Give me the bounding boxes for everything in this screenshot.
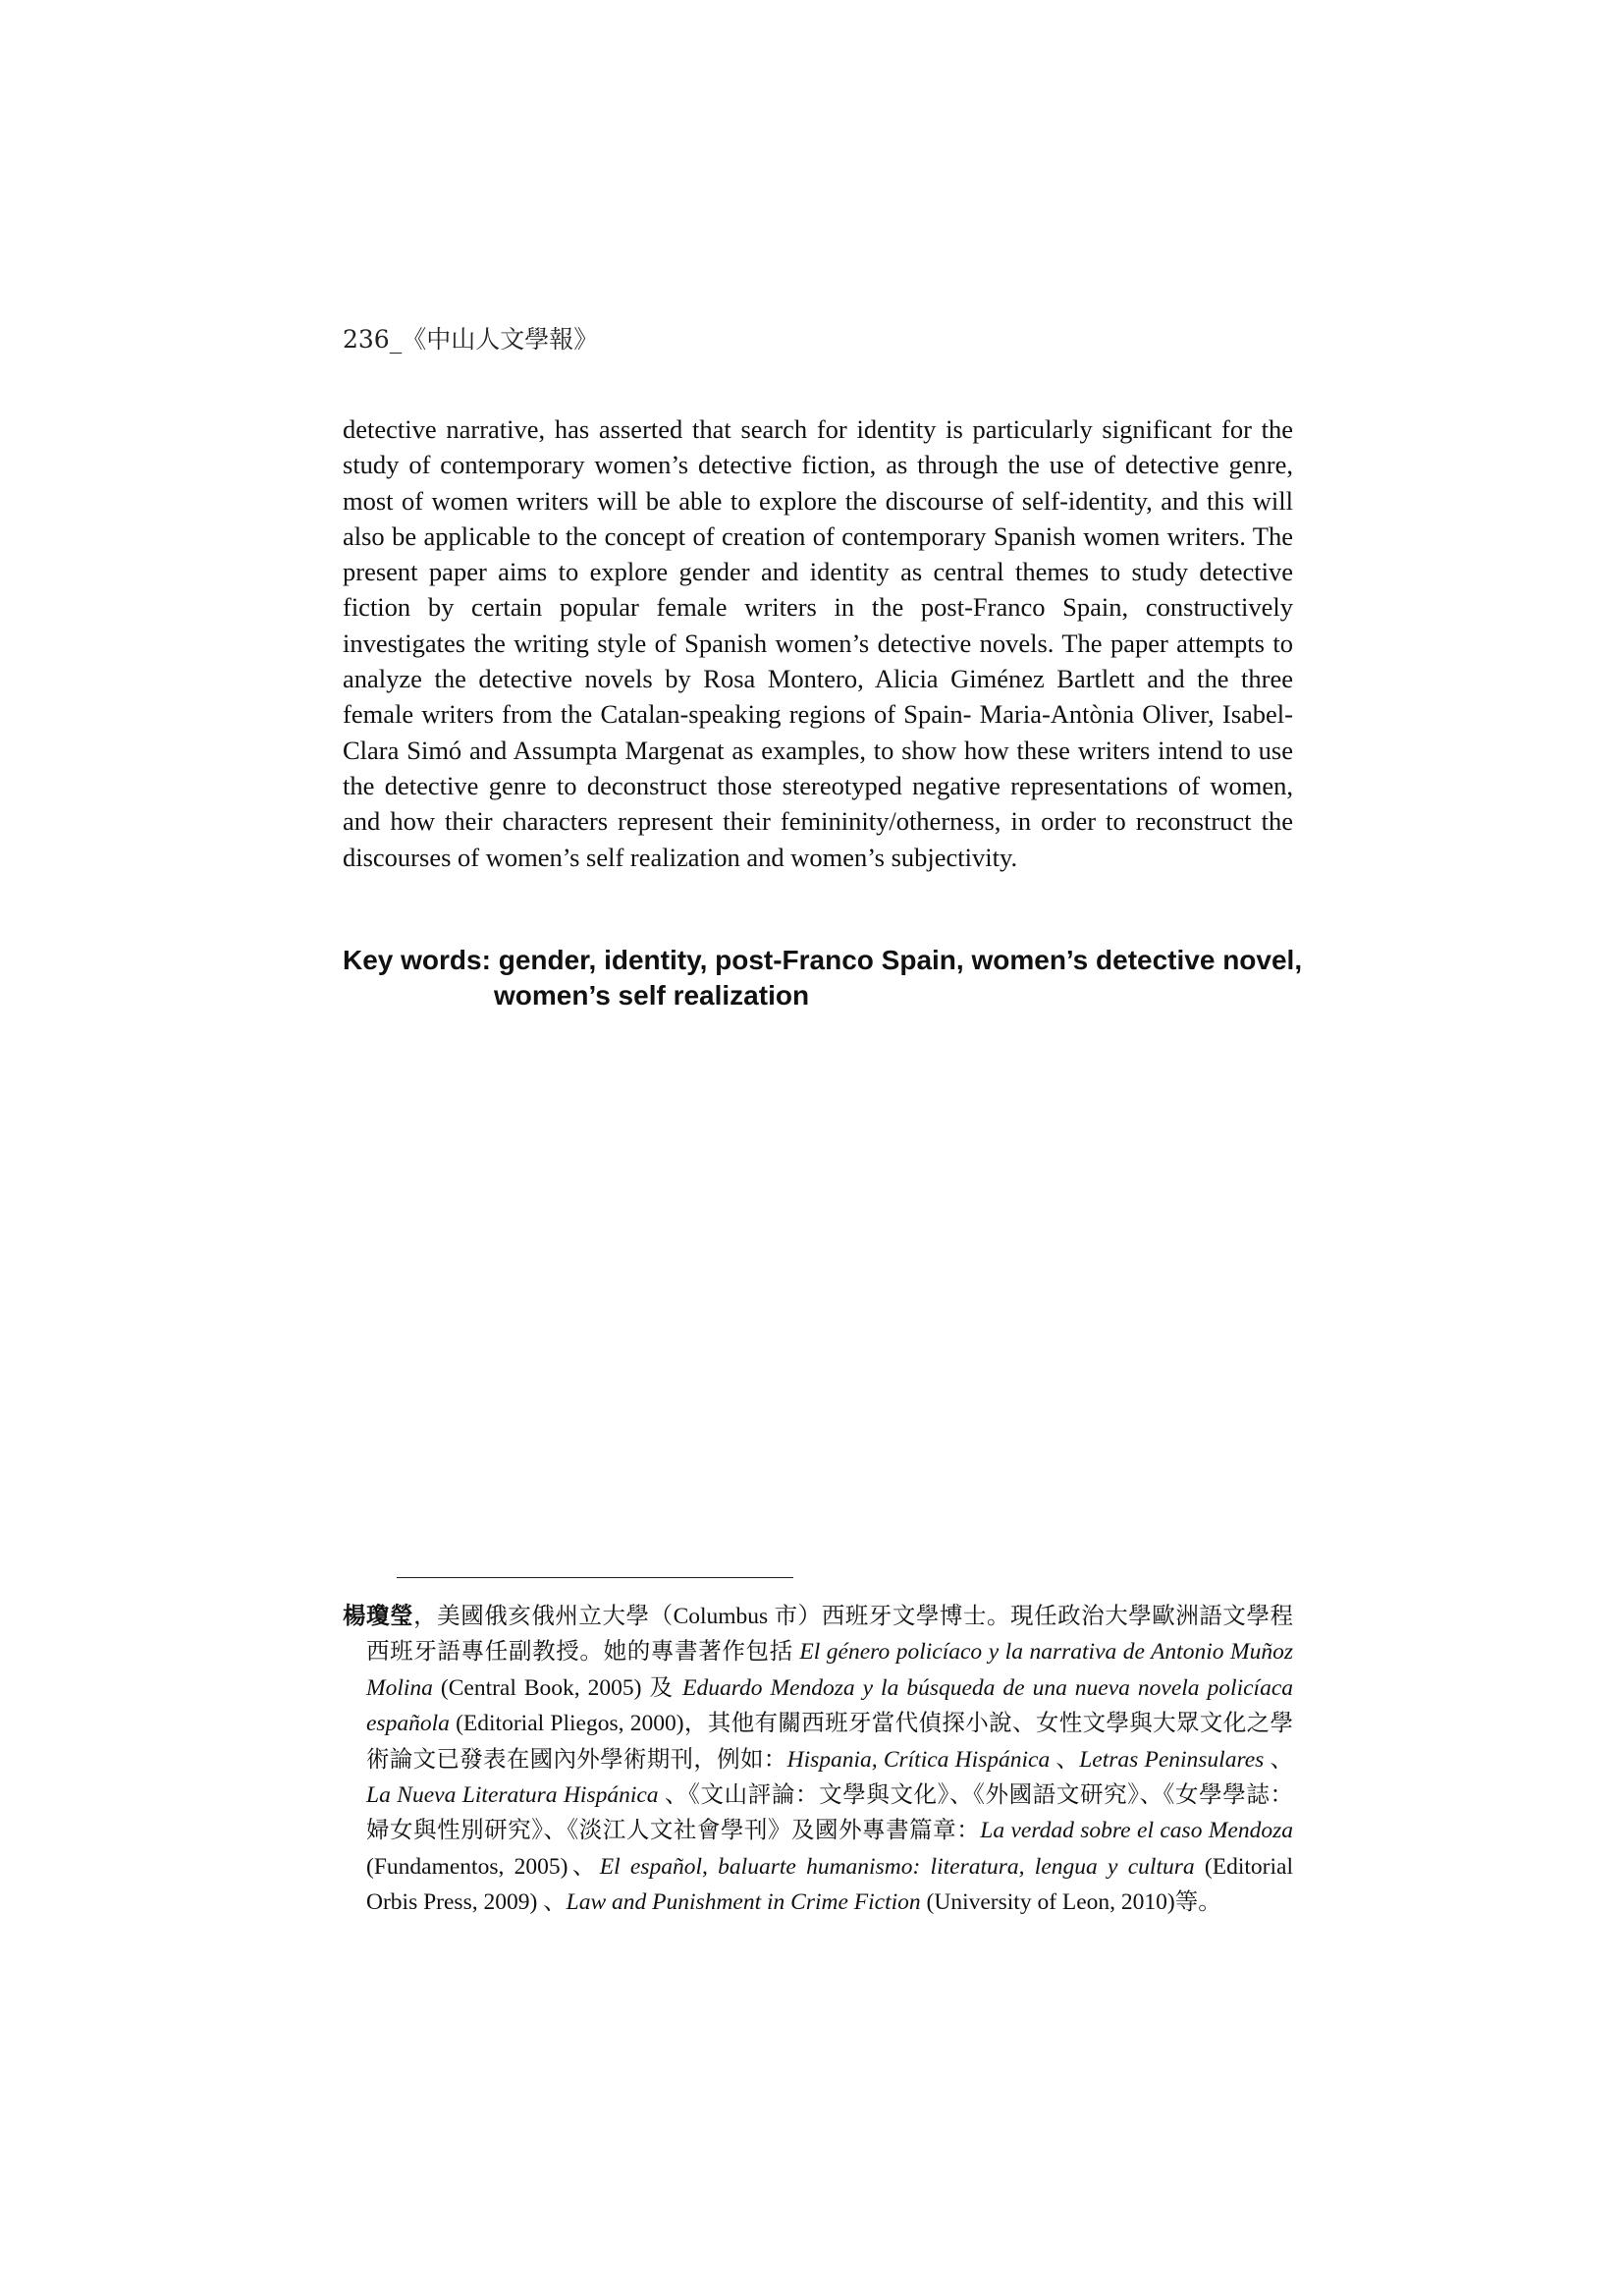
footnote-text: 、 <box>1050 1746 1080 1773</box>
author-footnote <box>343 1598 1293 1921</box>
footnote-text: (Fundamentos, 2005)、 <box>366 1853 600 1880</box>
footnote-text: (Editorial Pliegos, 2000)，其他有關西班牙當代偵探小說、女性文學與大眾文化之學術論文已發表在國內外學術期刊，例如： <box>366 1711 1293 1773</box>
keywords <box>343 943 1305 1013</box>
footnote-text: (Central Book, 2005) 及 <box>432 1674 683 1701</box>
footnote-journal-title: Letras Peninsulares <box>1079 1746 1265 1773</box>
footnote-text: 、 <box>1264 1746 1293 1773</box>
footnote-text: (Editorial Orbis Press, 2009) 、 <box>366 1853 1293 1916</box>
keywords-list-line2: women’s self realization <box>494 980 810 1011</box>
footnote-book-title: Law and Punishment in Crime Fiction <box>566 1889 921 1916</box>
footnote-journal-title: La Nueva Literatura Hispánica <box>366 1782 659 1809</box>
footnote-text: ，美國俄亥俄州立大學（Columbus 市）西班牙文學博士。現任政治大學歐洲語文學程西班牙語專任副教授。她的專書著作包括 <box>366 1604 1293 1666</box>
keywords-list-line1: gender, identity, post-Franco Spain, women’s detective novel, <box>490 945 1303 975</box>
running-header: 236_《中山人文學報》 <box>343 325 599 354</box>
footnote-journal-title: Hispania, Crítica Hispánica <box>786 1746 1051 1773</box>
footnote-book-title: Eduardo Mendoza y la búsqueda de una nueva novela policíaca española <box>366 1674 1293 1737</box>
abstract-paragraph: detective narrative, has asserted that search for identity is particularly significant for the study of contemporary women’s detective fiction, as through the use of detective genre, most of women writers will be able to explore the discourse of self-identity, and this will also be applicable to the concept of creation of contemporary Spanish women writers. The present paper aims to explore gender and identity as central themes to study detective fiction by certain popular female writers in the post-Franco Spain, constructively investigates the writing style of Spanish women’s detective novels. The paper attempts to analyze the detective novels by Rosa Montero, Alicia Giménez Bartlett and the three female writers from the Catalan-speaking regions of Spain- Maria-Antònia Oliver, Isabel-Clara Simó and Assumpta Margenat as examples, to show how these writers intend to use the detective genre to deconstruct those stereotyped negative representations of women, and how their characters represent their femininity/otherness, in order to reconstruct the discourses of women’s self realization and women’s subjectivity. <box>343 414 1293 872</box>
footnote-book-title: El género policíaco y la narrativa de Antonio Muñoz Molina <box>366 1639 1293 1701</box>
footnote-text: (University of Leon, 2010)等。 <box>920 1889 1221 1916</box>
footnote-author-name: 楊瓊瑩 <box>343 1602 414 1629</box>
footnote-text: 、《文山評論：文學與文化》、《外國語文研究》、《女學學誌：婦女與性別研究》、《淡江人文社會學刊》及國外專書篇章： <box>366 1782 1294 1844</box>
footnote-book-title: El español, baluarte humanismo: literatura, lengua y cultura <box>599 1853 1195 1880</box>
keywords-label: Key words: <box>343 945 491 975</box>
footnote-book-title: La verdad sobre el caso Mendoza <box>980 1818 1294 1844</box>
footnote-divider <box>397 1577 793 1578</box>
